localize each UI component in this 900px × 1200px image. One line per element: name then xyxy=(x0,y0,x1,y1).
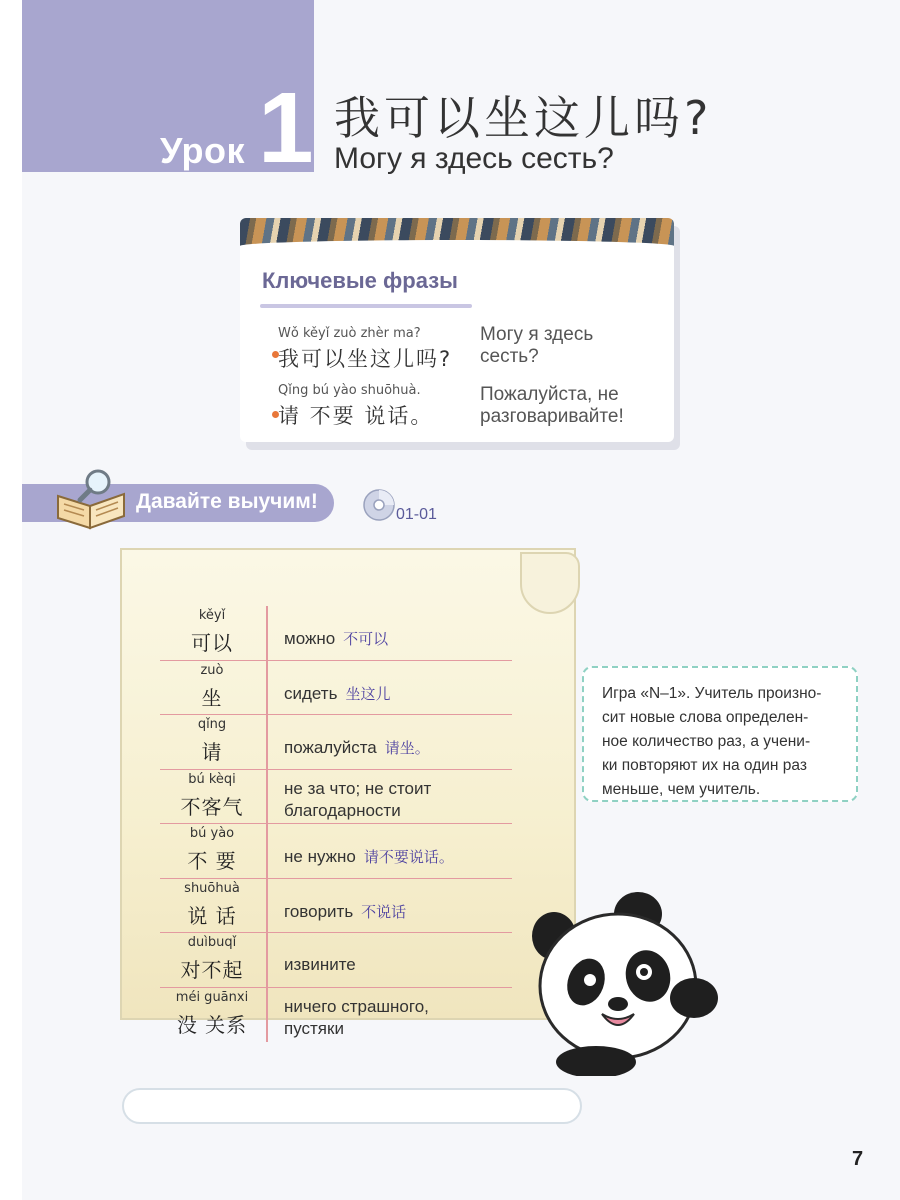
audio-cd-icon[interactable] xyxy=(362,488,396,522)
vocab-translation xyxy=(284,955,356,975)
vocab-hanzi: 对不起 xyxy=(180,958,244,982)
page-number: 7 xyxy=(852,1148,864,1170)
vocab-meaning: можно xyxy=(284,629,336,648)
phrase-translation-line: разговаривайте! xyxy=(480,406,624,427)
vocab-pinyin: zuò xyxy=(200,662,224,678)
panda-illustration xyxy=(526,886,726,1076)
column-divider xyxy=(266,933,268,987)
vocab-meaning: не нужно xyxy=(284,847,356,866)
vocab-row xyxy=(160,879,512,934)
vocab-translation xyxy=(284,737,430,758)
vocab-row xyxy=(160,606,512,661)
vocab-translation xyxy=(284,901,406,922)
vocab-hanzi: 不客气 xyxy=(180,794,244,819)
column-divider xyxy=(266,606,268,660)
vocab-meaning: сидеть xyxy=(284,683,338,703)
tip-line: ки повторяют их на один раз xyxy=(602,757,807,774)
phrase-translation xyxy=(480,324,593,368)
vocab-meaning-line: благодарности xyxy=(284,800,401,820)
vocab-example: 不可以 xyxy=(343,630,389,648)
vocab-pinyin: bú yào xyxy=(189,826,235,841)
vocab-meaning-line: ничего страшного, xyxy=(284,996,429,1016)
vocab-row xyxy=(160,824,512,879)
book-magnifier-icon xyxy=(54,466,130,532)
vocab-pinyin: bú kèqi xyxy=(188,771,236,787)
vocab-hanzi: 可以 xyxy=(191,631,233,655)
vocab-translation xyxy=(284,996,429,1040)
column-divider xyxy=(266,879,268,933)
column-divider xyxy=(266,715,268,769)
lesson-number: 1 xyxy=(258,72,314,184)
vocab-meaning: извините xyxy=(284,955,356,974)
learn-section-label: Давайте выучим! xyxy=(136,490,318,513)
phrase-pinyin: Qǐng bú yào shuōhuà. xyxy=(278,383,421,398)
tip-line: меньше, чем учитель. xyxy=(602,781,761,798)
vocab-row xyxy=(160,770,512,825)
phrase-translation xyxy=(480,384,624,428)
audio-track-number[interactable]: 01-01 xyxy=(396,506,437,523)
vocab-meaning-line: не за что; не стоит xyxy=(284,778,432,798)
phrase-item xyxy=(278,326,452,373)
vocab-row xyxy=(160,988,512,1043)
vocab-translation xyxy=(284,846,454,867)
vocab-hanzi: 坐 xyxy=(201,685,223,710)
phrase-item xyxy=(278,383,433,430)
vocab-meaning-line: пустяки xyxy=(284,1018,344,1038)
vocab-row xyxy=(160,715,512,770)
phrase-hanzi: 请 不要 说话。 xyxy=(278,404,434,428)
vocab-example: 不说话 xyxy=(361,902,407,921)
phrase-hanzi: 我可以坐这儿吗? xyxy=(278,347,453,371)
phrase-translation-line: сесть? xyxy=(480,346,539,367)
vocab-hanzi: 不 要 xyxy=(187,849,237,873)
tip-line: ное количество раз, а учени- xyxy=(602,733,811,750)
vocab-meaning: пожалуйста xyxy=(284,738,377,757)
vocab-hanzi: 请 xyxy=(201,740,223,764)
tip-line: Игра «N–1». Учитель произно- xyxy=(602,685,822,702)
title-underline xyxy=(260,304,472,308)
tip-line: сит новые слова определен- xyxy=(602,709,809,726)
vocab-translation xyxy=(284,628,388,649)
vocab-example: 请坐。 xyxy=(384,739,430,757)
phrase-translation-line: Могу я здесь xyxy=(480,324,594,345)
column-divider xyxy=(266,988,268,1043)
key-phrases-title: Ключевые фразы xyxy=(262,268,458,293)
column-divider xyxy=(266,824,268,878)
column-divider xyxy=(266,661,268,715)
vocab-pinyin: shuōhuà xyxy=(184,880,240,896)
phrase-pinyin: Wǒ kěyǐ zuò zhèr ma? xyxy=(278,326,421,341)
scroll-bottom-roll xyxy=(122,1088,582,1124)
vocab-row xyxy=(160,661,512,716)
scroll-curl xyxy=(520,552,580,614)
column-divider xyxy=(266,770,268,824)
teacher-tip-box xyxy=(582,666,858,802)
phrase-translation-line: Пожалуйста, не xyxy=(480,384,619,405)
lesson-title-russian: Могу я здесь сесть? xyxy=(334,142,614,175)
vocab-pinyin: duìbuqǐ xyxy=(187,935,237,950)
vocab-meaning: говорить xyxy=(284,901,354,921)
lesson-title-chinese: 我可以坐这儿吗? xyxy=(334,91,713,145)
vocab-translation xyxy=(284,683,390,704)
vocab-hanzi: 没 关系 xyxy=(176,1012,248,1037)
vocab-pinyin: kěyǐ xyxy=(198,608,226,623)
vocab-example: 坐这儿 xyxy=(345,684,391,703)
vocab-pinyin: méi guānxi xyxy=(175,989,249,1005)
lesson-label: Урок xyxy=(160,130,246,171)
vocab-row xyxy=(160,933,512,988)
vocab-hanzi: 说 话 xyxy=(187,903,237,928)
vocab-pinyin: qǐng xyxy=(197,717,227,732)
vocab-translation xyxy=(284,778,431,822)
key-phrases-card xyxy=(240,218,674,442)
card-stripe-decoration xyxy=(240,218,674,246)
vocab-example: 请不要说话。 xyxy=(363,848,454,866)
vocabulary-table xyxy=(160,606,512,1042)
